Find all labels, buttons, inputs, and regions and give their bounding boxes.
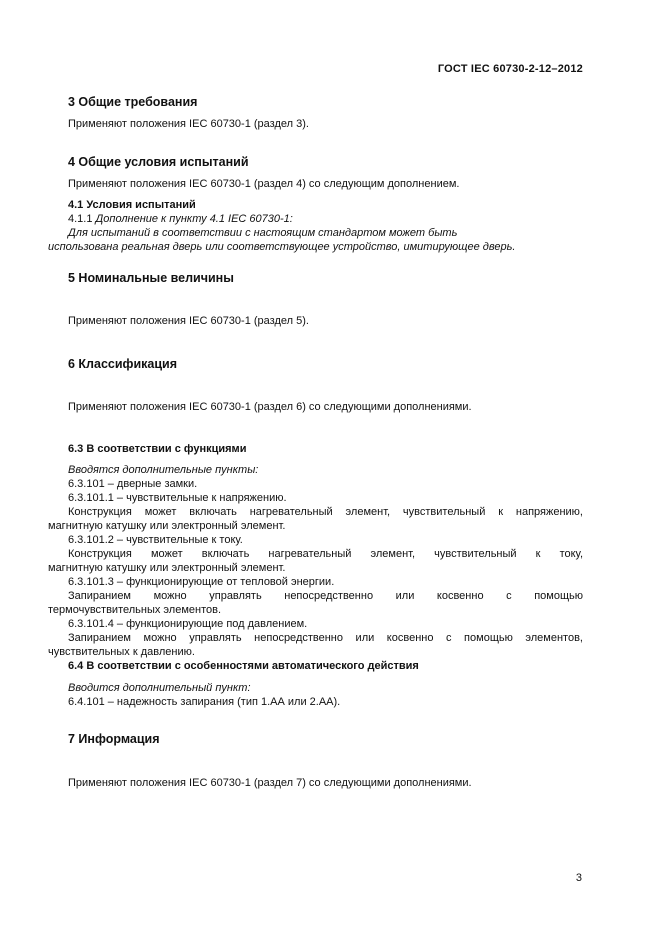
- clause-title: Дополнение к пункту 4.1 IEC 60730-1:: [95, 213, 293, 225]
- page-number: 3: [575, 872, 582, 884]
- section-7-text: Применяют положения IEC 60730-1 (раздел 7) со следующими дополнениями.: [68, 777, 472, 789]
- section-4-italic-line-2: использована реальная дверь или соответствующее устройство, имитирующее дверь.: [48, 241, 516, 253]
- section-5-heading: 5 Номинальные величины: [68, 271, 234, 285]
- clause-6-4-101: 6.4.101 – надежность запирания (тип 1.АА или 2.АА).: [68, 696, 341, 708]
- subsection-6-4-intro: Вводится дополнительный пункт:: [68, 682, 251, 694]
- clause-6-3-101-3: 6.3.101.3 – функционирующие от тепловой энергии.: [68, 576, 335, 588]
- clause-6-3-101-1: 6.3.101.1 – чувствительные к напряжению.: [68, 492, 287, 504]
- clause-6-3-101-4: 6.3.101.4 – функционирующие под давлением.: [68, 618, 308, 630]
- clause-6-3-101-1-text: Конструкция может включать нагревательный элемент, чувствительный к напряжению,: [68, 506, 583, 518]
- subsection-4-1-heading: 4.1 Условия испытаний: [68, 199, 196, 211]
- section-4-italic-line-1: Для испытаний в соответствии с настоящим стандартом может быть: [68, 227, 458, 239]
- document-header: ГОСТ IEC 60730-2-12–2012: [437, 63, 583, 75]
- section-5-text: Применяют положения IEC 60730-1 (раздел 5).: [68, 315, 309, 327]
- subsection-6-4-heading: 6.4 В соответствии с особенностями автоматического действия: [68, 660, 419, 672]
- clause-6-3-101-1-text-end: магнитную катушку или электронный элемент.: [48, 520, 286, 532]
- subsection-6-3-intro: Вводятся дополнительные пункты:: [68, 464, 259, 476]
- clause-6-3-101-2-text: Конструкция может включать нагревательный элемент, чувствительный к току,: [68, 548, 583, 560]
- section-4-heading: 4 Общие условия испытаний: [68, 155, 249, 169]
- clause-6-3-101-2-text-end: магнитную катушку или электронный элемент.: [48, 562, 286, 574]
- clause-6-3-101: 6.3.101 – дверные замки.: [68, 478, 198, 490]
- clause-number: 4.1.1: [68, 213, 96, 225]
- clause-6-3-101-2: 6.3.101.2 – чувствительные к току.: [68, 534, 243, 546]
- clause-6-3-101-4-text: Запиранием можно управлять непосредственно или косвенно с помощью элементов,: [68, 632, 583, 644]
- clause-6-3-101-4-text-end: чувствительных к давлению.: [48, 646, 195, 658]
- section-3-text: Применяют положения IEC 60730-1 (раздел 3).: [68, 118, 309, 130]
- clause-6-3-101-3-text: Запиранием можно управлять непосредственно или косвенно с помощью: [68, 590, 583, 602]
- section-3-heading: 3 Общие требования: [68, 95, 198, 109]
- subsection-4-1-1-line: [68, 213, 293, 225]
- section-4-text: Применяют положения IEC 60730-1 (раздел 4) со следующим дополнением.: [68, 178, 460, 190]
- section-6-text: Применяют положения IEC 60730-1 (раздел 6) со следующими дополнениями.: [68, 401, 472, 413]
- clause-6-3-101-3-text-end: термочувствительных элементов.: [48, 604, 222, 616]
- section-7-heading: 7 Информация: [68, 732, 160, 746]
- section-6-heading: 6 Классификация: [68, 357, 178, 371]
- subsection-6-3-heading: 6.3 В соответствии с функциями: [68, 443, 247, 455]
